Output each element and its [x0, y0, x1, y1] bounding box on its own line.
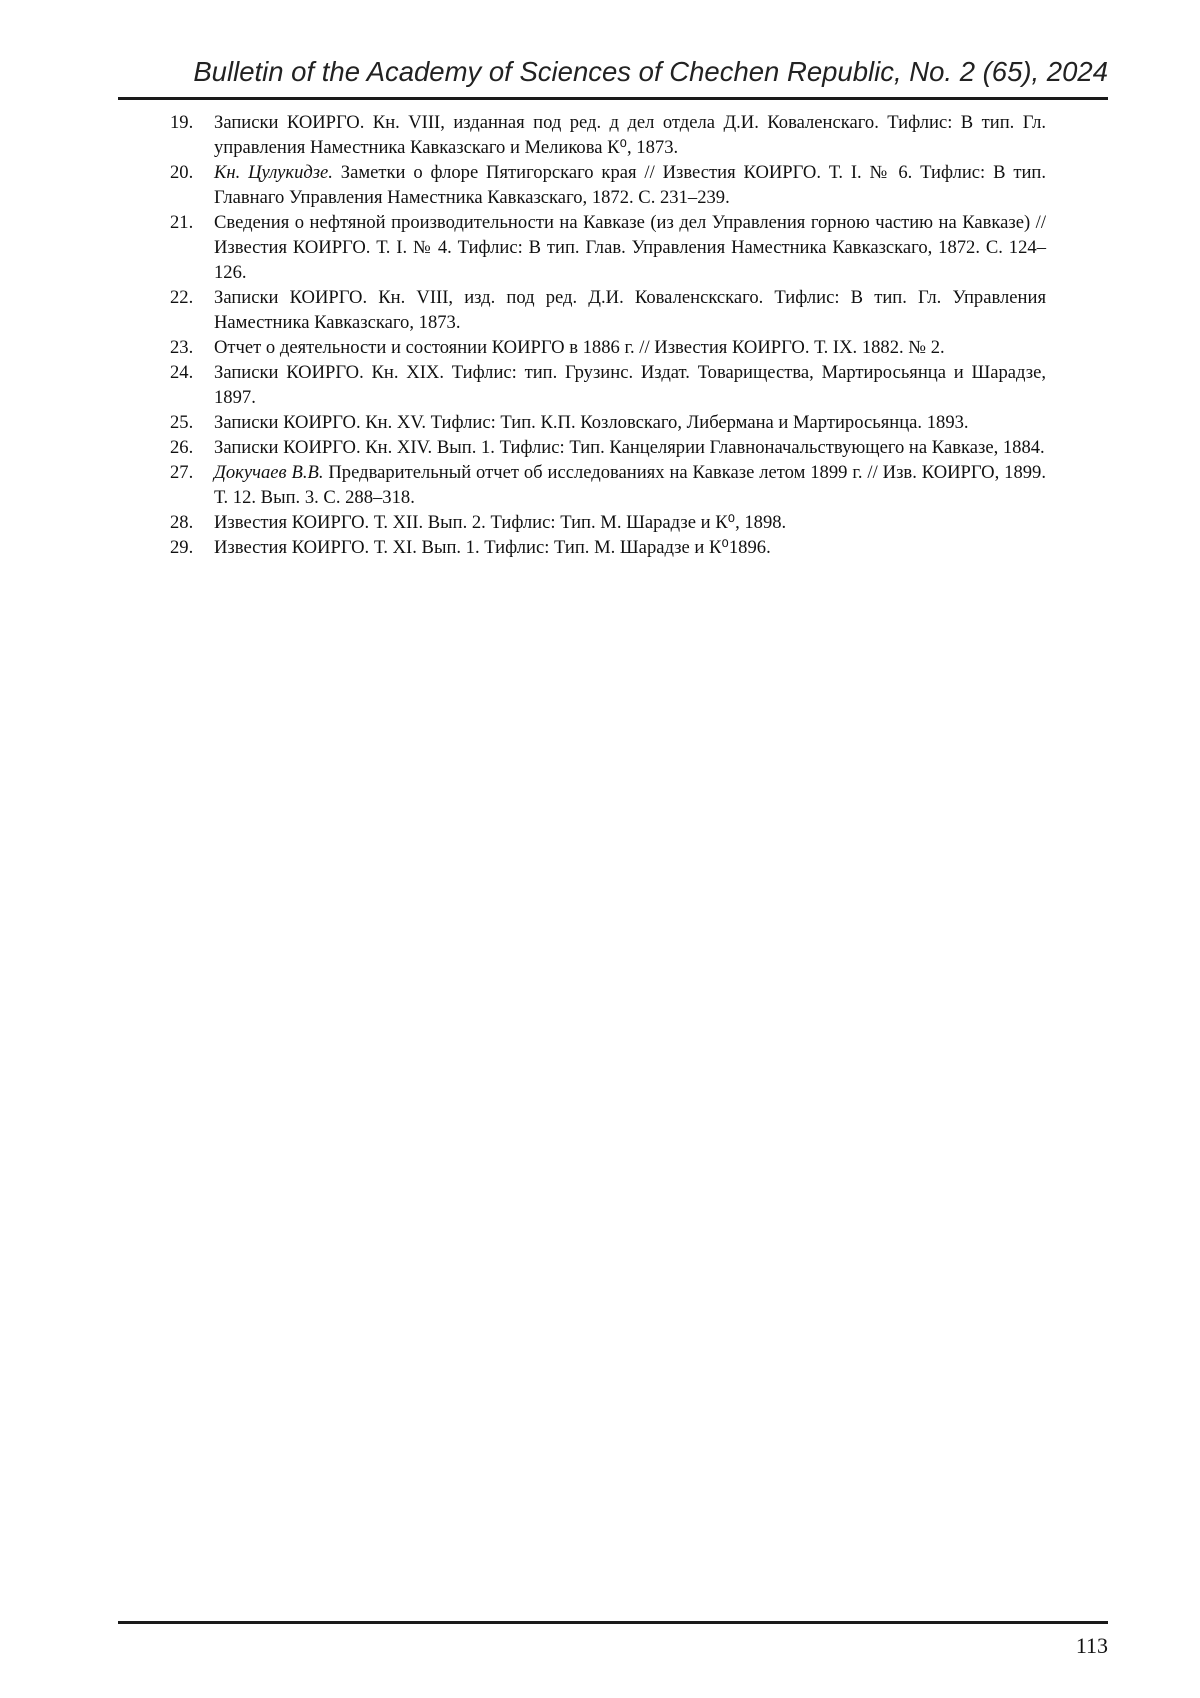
reference-item-25	[170, 410, 1046, 435]
reference-body: Записки КОИРГО. Кн. VIII, изд. под ред. Д.И. Коваленскскаго. Тифлис: В тип. Гл. Управления Наместника Кавказскаго, 1873.	[214, 287, 1046, 333]
reference-item-26	[170, 435, 1046, 460]
reference-number: 22.	[170, 287, 194, 308]
reference-number: 23.	[170, 337, 194, 358]
reference-body: Сведения о нефтяной производительности на Кавказе (из дел Управления горною частию на Кавказе) // Известия КОИРГО. Т. I. № 4. Тифлис: В тип. Глав. Управления Наместника Кавказскаго, 1872. С. 124–126.	[214, 212, 1046, 283]
reference-item-20	[170, 160, 1046, 210]
reference-text	[214, 210, 1046, 285]
reference-list	[170, 110, 1046, 560]
reference-number: 19.	[170, 112, 194, 133]
reference-item-21	[170, 210, 1046, 285]
reference-number: 21.	[170, 212, 194, 233]
reference-number: 28.	[170, 512, 194, 533]
reference-text	[214, 435, 1046, 460]
reference-body: Отчет о деятельности и состоянии КОИРГО в 1886 г. // Известия КОИРГО. Т. IX. 1882. № 2.	[214, 337, 945, 358]
reference-body: Предварительный отчет об исследованиях на Кавказе летом 1899 г. // Изв. КОИРГО, 1899. Т. 12. Вып. 3. С. 288–318.	[214, 462, 1046, 508]
reference-text	[214, 285, 1046, 335]
reference-body: Записки КОИРГО. Кн. XIV. Вып. 1. Тифлис: Тип. Канцелярии Главноначальствующего на Кавказе, 1884.	[214, 437, 1045, 458]
reference-text	[214, 460, 1046, 510]
reference-item-23	[170, 335, 1046, 360]
reference-item-22	[170, 285, 1046, 335]
page-number: 113	[1075, 1633, 1108, 1658]
reference-body: Заметки о флоре Пятигорскаго края // Известия КОИРГО. Т. I. № 6. Тифлис: В тип. Главнаго Управления Наместника Кавказскаго, 1872. С. 231–239.	[214, 162, 1046, 208]
reference-item-29	[170, 535, 1046, 560]
running-header: Bulletin of the Academy of Sciences of Chechen Republic, No. 2 (65), 2024	[193, 56, 1108, 87]
reference-number: 25.	[170, 412, 194, 433]
reference-text	[214, 510, 1046, 535]
reference-item-27	[170, 460, 1046, 510]
reference-text	[214, 410, 1046, 435]
reference-body: Записки КОИРГО. Кн. XV. Тифлис: Тип. К.П. Козловскаго, Либермана и Мартиросьянца. 1893.	[214, 412, 969, 433]
reference-text	[214, 360, 1046, 410]
reference-number: 29.	[170, 537, 194, 558]
reference-item-24	[170, 360, 1046, 410]
reference-text	[214, 110, 1046, 160]
reference-number: 27.	[170, 462, 194, 483]
reference-text	[214, 160, 1046, 210]
reference-author: Докучаев В.В.	[214, 462, 324, 483]
reference-number: 20.	[170, 162, 194, 183]
footer-rule	[118, 1621, 1108, 1624]
reference-number: 26.	[170, 437, 194, 458]
reference-item-19	[170, 110, 1046, 160]
header-rule	[118, 97, 1108, 100]
reference-body: Записки КОИРГО. Кн. XIX. Тифлис: тип. Грузинс. Издат. Товарищества, Мартиросьянца и Шарадзе, 1897.	[214, 362, 1046, 408]
reference-text	[214, 335, 1046, 360]
reference-number: 24.	[170, 362, 194, 383]
reference-author: Кн. Цулукидзе.	[214, 162, 333, 183]
reference-body: Известия КОИРГО. Т. XI. Вып. 1. Тифлис: Тип. М. Шарадзе и К⁰1896.	[214, 537, 771, 558]
reference-item-28	[170, 510, 1046, 535]
reference-body: Известия КОИРГО. Т. XII. Вып. 2. Тифлис: Тип. М. Шарадзе и К⁰, 1898.	[214, 512, 787, 533]
reference-text	[214, 535, 1046, 560]
reference-body: Записки КОИРГО. Кн. VIII, изданная под ред. д дел отдела Д.И. Коваленскаго. Тифлис: В тип. Гл. управления Наместника Кавказскаго и Меликова К⁰, 1873.	[214, 112, 1046, 158]
